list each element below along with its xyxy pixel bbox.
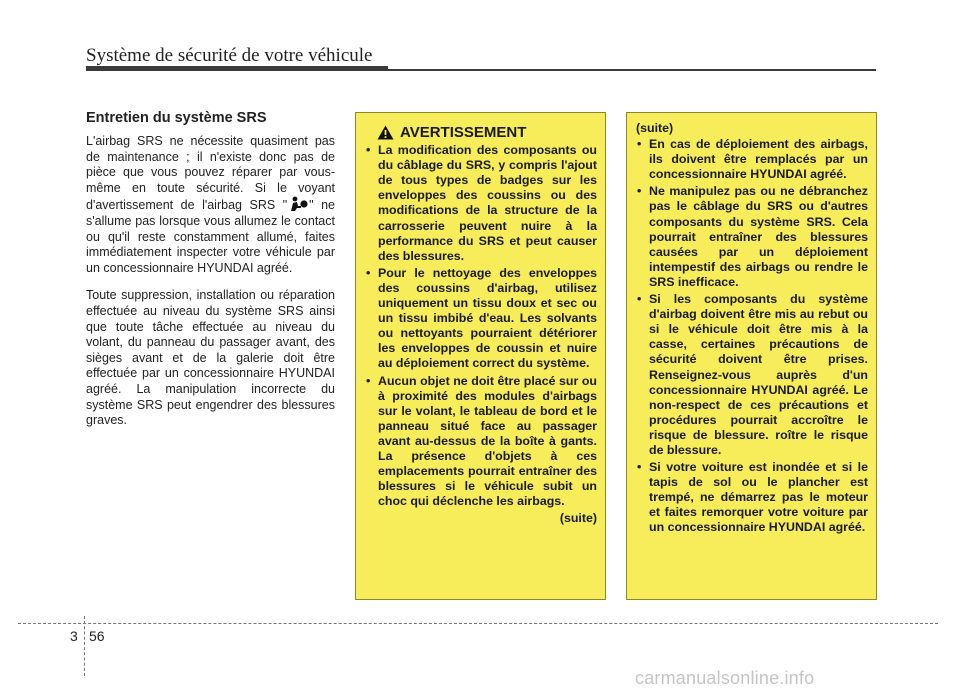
warning-triangle-icon xyxy=(377,125,394,140)
page-header-title: Système de sécurité de votre véhicule xyxy=(86,45,373,66)
warning-right-list xyxy=(636,137,868,535)
warning-right-item: • Si votre voiture est inondée et si le tapis de sol ou le plancher est trempé, ne démarrez pas le moteur et faites remorquer votre voiture par un concessionnaire HYUNDAI agréé. xyxy=(636,460,868,535)
warning-header xyxy=(377,125,597,140)
page-number: 56 xyxy=(89,628,105,644)
continued-label: (suite) xyxy=(559,511,597,526)
airbag-warning-icon xyxy=(287,196,309,212)
warning-left-item: • La modification des composants ou du câblage du SRS, y compris l'ajout de tous types de badges sur les enveloppes des coussins ou des modifications de la structure de la carrosserie peuvent nuire à la performance du SRS et peut causer des blessures. xyxy=(365,143,597,264)
warning-title: AVERTISSEMENT xyxy=(400,124,527,141)
warning-right-item: • Si les composants du système d'airbag doivent être mis au rebut ou si le véhicule doit être mis à la casse, certaines précautions de sécurité doivent être prises. Renseignez-vous auprès d'un concessionnaire HYUNDAI agréé. Le non-respect de ces précautions et procédures pourrait accroître le risque de blessure. roître le risque de blessure. xyxy=(636,292,868,458)
warning-right-item: • En cas de déploiement des airbags, ils doivent être remplacés par un concessionnaire HYUNDAI agréé. xyxy=(636,137,868,182)
footer-rule xyxy=(18,623,938,624)
warning-right-item: • Ne manipulez pas ou ne débranchez pas le câblage du SRS ou d'autres composants du système SRS. Cela pourrait entraîner des blessures causées par un déploiement intempestif des airbags ou rendre le SRS inefficace. xyxy=(636,184,868,290)
warning-left-item: • Aucun objet ne doit être placé sur ou à proximité des modules d'airbags sur le volant, le tableau de bord et le panneau situé face au passager avant au-dessus de la boîte à gants. La présence d'objets à ces emplacements pourrait entraîner des blessures si le véhicule subit un choc qui déclenche les airbags. xyxy=(365,374,597,510)
warning-box-right xyxy=(626,112,877,600)
warning-box-left xyxy=(355,112,606,600)
section-title: Entretien du système SRS xyxy=(86,110,267,126)
continued-label-top: (suite) xyxy=(636,121,674,135)
footer-vertical-rule xyxy=(84,616,85,676)
warning-left-list xyxy=(365,143,597,509)
header-rule-thick xyxy=(86,66,388,71)
paragraph-1-part-b: " ne s'allume pas lorsque vous allumez le contact ou qu'il reste constamment allumé, faites immédiatement inspecter votre véhicule par un concessionnaire HYUNDAI agréé. xyxy=(86,198,335,275)
warning-left-item: • Pour le nettoyage des enveloppes des coussins d'airbag, utilisez uniquement un tissu doux et sec ou un tissu imbibé d'eau. Les solvants ou nettoyants pourraient détériorer les enveloppes de coussin et nuire au déploiement correct du système. xyxy=(365,266,597,372)
watermark: carmanualsonline.info xyxy=(635,668,815,688)
paragraph-1-part-a: L'airbag SRS ne nécessite quasiment pas de maintenance ; il n'existe donc pas de pièce que vous pouvez réparer par vous-même en toute sécurité. Si le voyant d'avertissement de l'airbag SRS " xyxy=(86,134,335,213)
chapter-number: 3 xyxy=(70,628,78,644)
left-column xyxy=(86,110,335,441)
header-rule-thin xyxy=(388,69,876,71)
paragraph-2: Toute suppression, installation ou réparation effectuée au niveau du système SRS ainsi que toute tâche effectuée au niveau du volant, du panneau du passager avant, des sièges avant et de la galerie doit être effectuée par un concessionnaire HYUNDAI agréé. La manipulation incorrecte du système SRS peut engendrer des blessures graves. xyxy=(86,288,335,428)
paragraph-1 xyxy=(86,134,335,276)
